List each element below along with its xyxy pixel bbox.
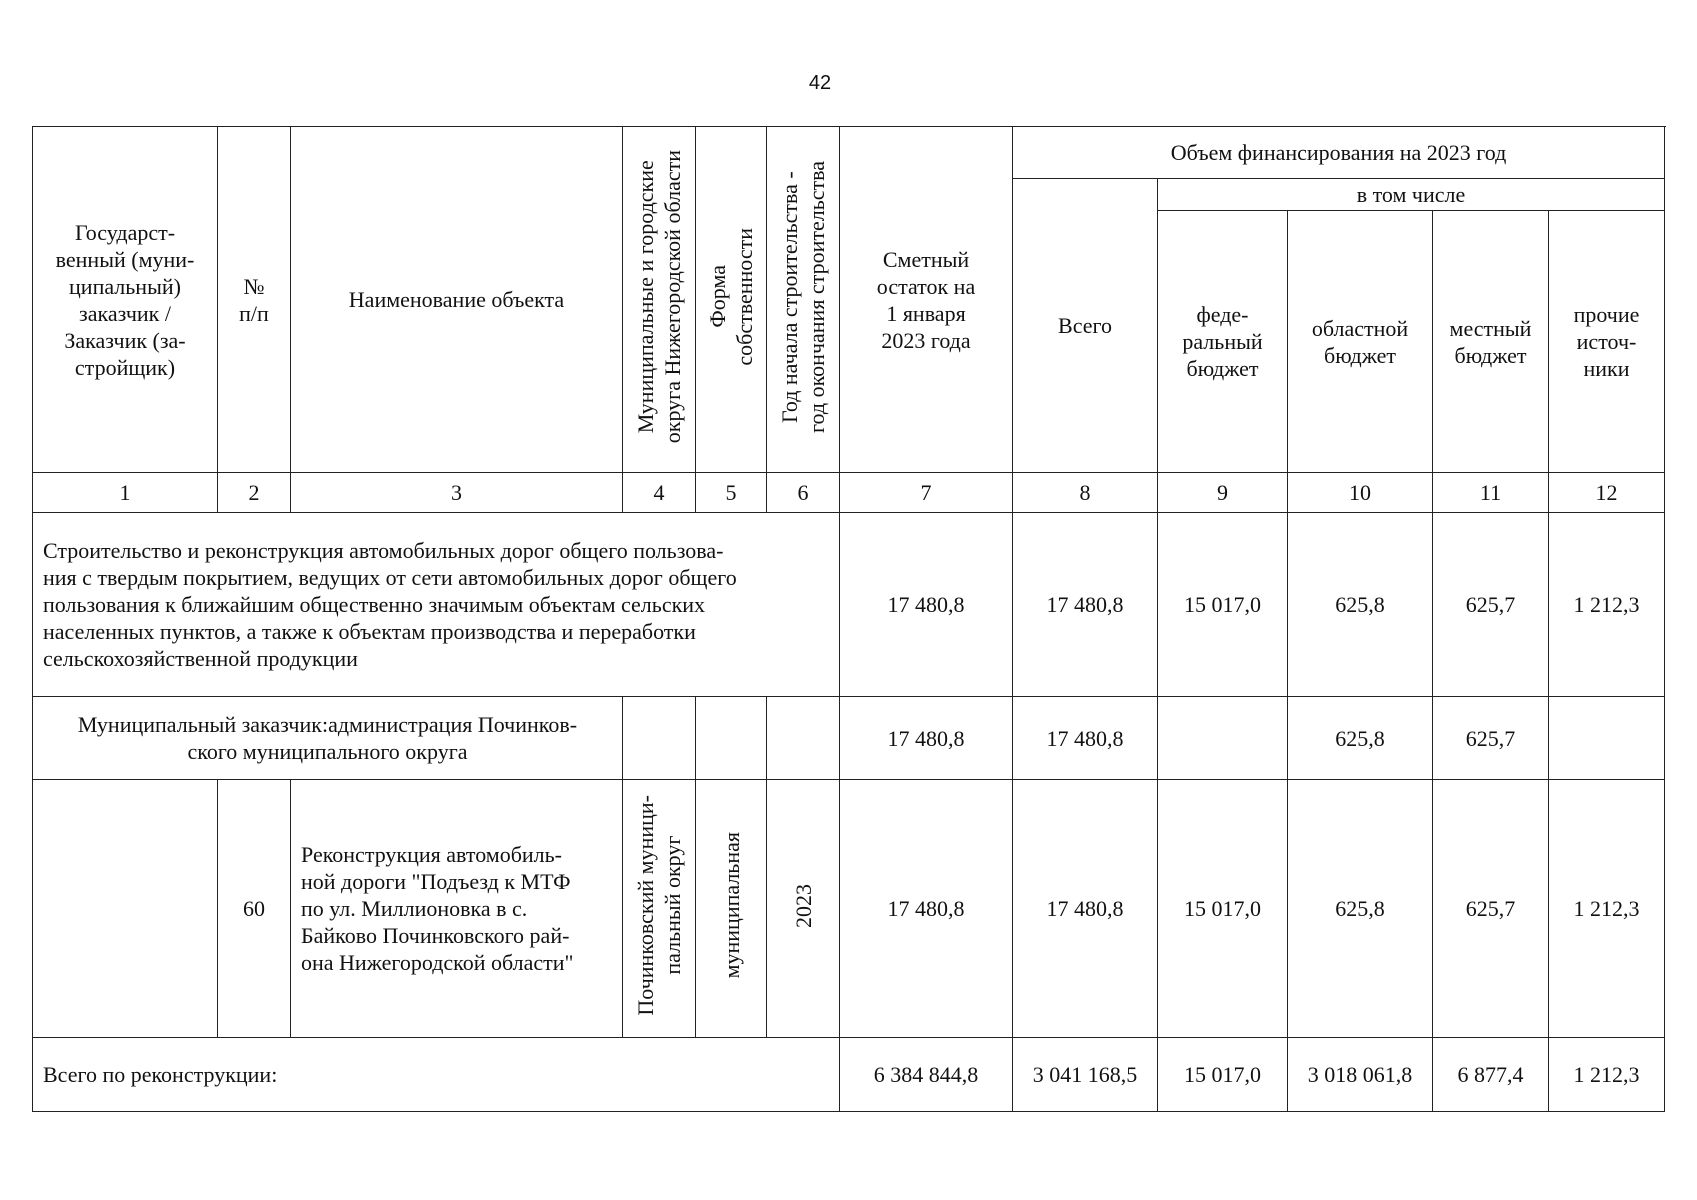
header-including: в том числе: [1158, 179, 1665, 211]
column-numbers-row: [33, 473, 1665, 513]
object-district: Починковский муници- пальный округ: [623, 780, 696, 1038]
col-number: 9: [1158, 473, 1288, 513]
total-total: 3 041 168,5: [1013, 1038, 1158, 1112]
header-total: Всего: [1013, 179, 1158, 473]
section-federal: 15 017,0: [1158, 513, 1288, 697]
customer-title: Муниципальный заказчик:администрация Починков- ского муниципального округа: [33, 697, 623, 780]
header-other: прочие источ- ники: [1549, 211, 1665, 473]
object-name: Реконструкция автомобиль- ной дороги "Подъезд к МТФ по ул. Миллионовка в с. Байково Починковского рай- она Нижегородской области": [291, 780, 623, 1038]
total-row: [33, 1038, 1665, 1112]
customer-years: [767, 697, 840, 780]
section-total: 17 480,8: [1013, 513, 1158, 697]
section-local: 625,7: [1433, 513, 1549, 697]
object-number: 60: [218, 780, 291, 1038]
total-federal: 15 017,0: [1158, 1038, 1288, 1112]
object-years: 2023: [767, 780, 840, 1038]
col-number: 1: [33, 473, 218, 513]
total-other: 1 212,3: [1549, 1038, 1665, 1112]
object-regional: 625,8: [1288, 780, 1433, 1038]
customer-total: 17 480,8: [1013, 697, 1158, 780]
object-customer: [33, 780, 218, 1038]
header-ownership: Форма собственности: [696, 127, 767, 473]
header-number: № п/п: [218, 127, 291, 473]
total-local: 6 877,4: [1433, 1038, 1549, 1112]
header-row-1: [33, 127, 1665, 179]
object-estimate: 17 480,8: [840, 780, 1013, 1038]
col-number: 2: [218, 473, 291, 513]
customer-estimate: 17 480,8: [840, 697, 1013, 780]
section-estimate: 17 480,8: [840, 513, 1013, 697]
customer-local: 625,7: [1433, 697, 1549, 780]
header-federal: феде- ральный бюджет: [1158, 211, 1288, 473]
total-estimate: 6 384 844,8: [840, 1038, 1013, 1112]
total-label: Всего по реконструкции:: [33, 1038, 840, 1112]
customer-ownership: [696, 697, 767, 780]
header-customer: Государст- венный (муни- ципальный) заказчик / Заказчик (за- стройщик): [33, 127, 218, 473]
financing-table: [32, 126, 1665, 1112]
col-number: 8: [1013, 473, 1158, 513]
object-ownership: муниципальная: [696, 780, 767, 1038]
section-title: Строительство и реконструкция автомобильных дорог общего пользова- ния с твердым покрытием, ведущих от сети автомобильных дорог общего пользования к ближайшим общественно значимым объектам сельских населенных пунктов, а также к объектам производства и переработки сельскохозяйственной продукции: [33, 513, 840, 697]
header-local: местный бюджет: [1433, 211, 1549, 473]
section-regional: 625,8: [1288, 513, 1433, 697]
object-total: 17 480,8: [1013, 780, 1158, 1038]
header-years: Год начала строительства - год окончания строительства: [767, 127, 840, 473]
section-row: [33, 513, 1665, 697]
total-regional: 3 018 061,8: [1288, 1038, 1433, 1112]
customer-regional: 625,8: [1288, 697, 1433, 780]
customer-row: [33, 697, 1665, 780]
col-number: 7: [840, 473, 1013, 513]
object-other: 1 212,3: [1549, 780, 1665, 1038]
col-number: 5: [696, 473, 767, 513]
header-district: Муниципальные и городские округа Нижегородской области: [623, 127, 696, 473]
col-number: 3: [291, 473, 623, 513]
col-number: 10: [1288, 473, 1433, 513]
col-number: 11: [1433, 473, 1549, 513]
object-local: 625,7: [1433, 780, 1549, 1038]
header-object-name: Наименование объекта: [291, 127, 623, 473]
customer-federal: [1158, 697, 1288, 780]
customer-other: [1549, 697, 1665, 780]
customer-district: [623, 697, 696, 780]
col-number: 4: [623, 473, 696, 513]
header-regional: областной бюджет: [1288, 211, 1433, 473]
page-number: 42: [808, 72, 832, 94]
col-number: 6: [767, 473, 840, 513]
header-estimate-balance: Сметный остаток на 1 января 2023 года: [840, 127, 1013, 473]
header-financing-group: Объем финансирования на 2023 год: [1013, 127, 1665, 179]
object-row: [33, 780, 1665, 1038]
section-other: 1 212,3: [1549, 513, 1665, 697]
object-federal: 15 017,0: [1158, 780, 1288, 1038]
col-number: 12: [1549, 473, 1665, 513]
